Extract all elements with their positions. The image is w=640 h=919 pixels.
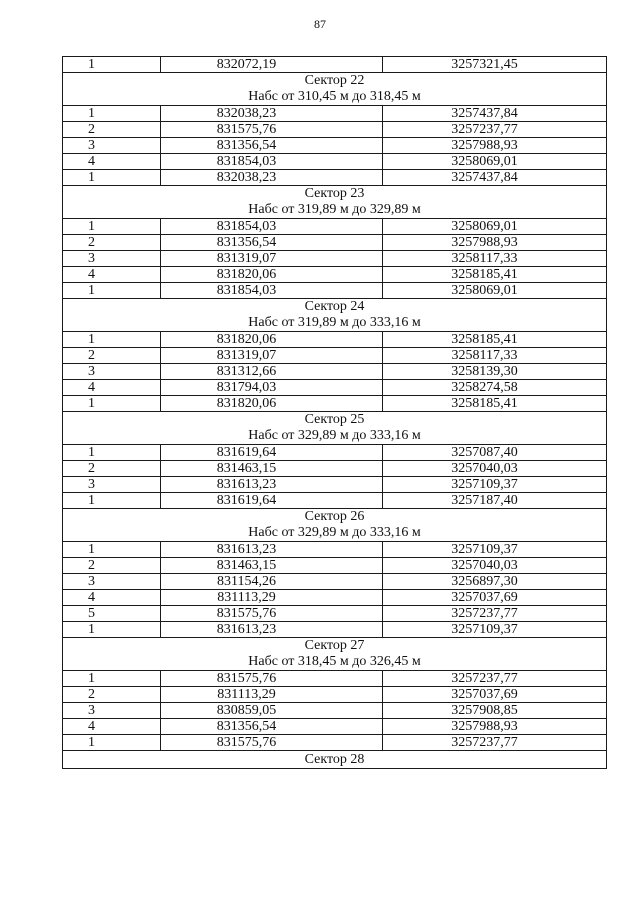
y-coordinate: 3257237,77 [383, 606, 607, 622]
table-row [63, 477, 607, 493]
y-coordinate: 3257187,40 [383, 493, 607, 509]
table-row [63, 606, 607, 622]
point-number: 1 [63, 735, 161, 751]
sector-header [63, 751, 607, 769]
point-number: 1 [63, 219, 161, 235]
point-number: 3 [63, 251, 161, 267]
table-row [63, 735, 607, 751]
point-number: 2 [63, 348, 161, 364]
table-row [63, 461, 607, 477]
y-coordinate: 3257237,77 [383, 671, 607, 687]
y-coordinate: 3257087,40 [383, 445, 607, 461]
table-row [63, 251, 607, 267]
x-coordinate: 831113,29 [161, 590, 383, 606]
x-coordinate: 831575,76 [161, 735, 383, 751]
table-row [63, 154, 607, 170]
point-number: 3 [63, 574, 161, 590]
point-number: 1 [63, 170, 161, 186]
point-number: 2 [63, 235, 161, 251]
y-coordinate: 3258185,41 [383, 267, 607, 283]
x-coordinate: 831356,54 [161, 719, 383, 735]
sector-header-row [63, 186, 607, 219]
y-coordinate: 3257109,37 [383, 622, 607, 638]
sector-header-row [63, 412, 607, 445]
table-row [63, 574, 607, 590]
point-number: 1 [63, 106, 161, 122]
table-row [63, 396, 607, 412]
table-row [63, 283, 607, 299]
table-row [63, 380, 607, 396]
sector-header [63, 412, 607, 445]
x-coordinate: 831575,76 [161, 122, 383, 138]
sector-height-range: Набс от 319,89 м до 333,16 м [248, 315, 421, 330]
table-row [63, 235, 607, 251]
table-row [63, 57, 607, 73]
table-row [63, 687, 607, 703]
sector-height-range: Набс от 329,89 м до 333,16 м [248, 428, 421, 443]
y-coordinate: 3258117,33 [383, 348, 607, 364]
table-row [63, 558, 607, 574]
point-number: 4 [63, 267, 161, 283]
y-coordinate: 3257109,37 [383, 542, 607, 558]
point-number: 4 [63, 154, 161, 170]
sector-title: Сектор 27 [304, 638, 365, 653]
y-coordinate: 3257437,84 [383, 106, 607, 122]
point-number: 1 [63, 396, 161, 412]
y-coordinate: 3257321,45 [383, 57, 607, 73]
x-coordinate: 831312,66 [161, 364, 383, 380]
point-number: 4 [63, 719, 161, 735]
x-coordinate: 831319,07 [161, 348, 383, 364]
point-number: 4 [63, 590, 161, 606]
sector-title: Сектор 28 [304, 751, 365, 767]
table-row [63, 622, 607, 638]
y-coordinate: 3257237,77 [383, 122, 607, 138]
y-coordinate: 3257988,93 [383, 235, 607, 251]
y-coordinate: 3257109,37 [383, 477, 607, 493]
x-coordinate: 831463,15 [161, 558, 383, 574]
point-number: 3 [63, 477, 161, 493]
y-coordinate: 3257908,85 [383, 703, 607, 719]
table-row [63, 493, 607, 509]
y-coordinate: 3257040,03 [383, 461, 607, 477]
x-coordinate: 831854,03 [161, 283, 383, 299]
sector-title: Сектор 24 [304, 299, 365, 314]
sector-header [63, 299, 607, 332]
x-coordinate: 831613,23 [161, 477, 383, 493]
point-number: 2 [63, 687, 161, 703]
point-number: 1 [63, 57, 161, 73]
point-number: 1 [63, 445, 161, 461]
x-coordinate: 831319,07 [161, 251, 383, 267]
point-number: 2 [63, 461, 161, 477]
x-coordinate: 831619,64 [161, 493, 383, 509]
point-number: 1 [63, 283, 161, 299]
x-coordinate: 831463,15 [161, 461, 383, 477]
table-row [63, 590, 607, 606]
point-number: 1 [63, 622, 161, 638]
sector-header [63, 509, 607, 542]
coordinates-table [62, 56, 607, 769]
table-row [63, 267, 607, 283]
table-row [63, 445, 607, 461]
point-number: 1 [63, 493, 161, 509]
table-row [63, 703, 607, 719]
sector-title: Сектор 26 [304, 509, 365, 524]
sector-header-row [63, 638, 607, 671]
x-coordinate: 831854,03 [161, 154, 383, 170]
y-coordinate: 3257988,93 [383, 719, 607, 735]
table-row [63, 332, 607, 348]
point-number: 1 [63, 332, 161, 348]
table-row [63, 170, 607, 186]
y-coordinate: 3257037,69 [383, 687, 607, 703]
point-number: 1 [63, 671, 161, 687]
sector-header-row [63, 509, 607, 542]
point-number: 3 [63, 138, 161, 154]
y-coordinate: 3257037,69 [383, 590, 607, 606]
sector-title: Сектор 22 [304, 73, 365, 88]
x-coordinate: 831575,76 [161, 671, 383, 687]
x-coordinate: 831820,06 [161, 396, 383, 412]
point-number: 5 [63, 606, 161, 622]
point-number: 3 [63, 703, 161, 719]
y-coordinate: 3258185,41 [383, 332, 607, 348]
sector-header [63, 186, 607, 219]
y-coordinate: 3258069,01 [383, 283, 607, 299]
x-coordinate: 830859,05 [161, 703, 383, 719]
x-coordinate: 831854,03 [161, 219, 383, 235]
sector-height-range: Набс от 319,89 м до 329,89 м [248, 202, 421, 217]
x-coordinate: 832038,23 [161, 106, 383, 122]
point-number: 3 [63, 364, 161, 380]
table-row [63, 542, 607, 558]
x-coordinate: 831113,29 [161, 687, 383, 703]
sector-title: Сектор 23 [304, 186, 365, 201]
point-number: 4 [63, 380, 161, 396]
y-coordinate: 3258117,33 [383, 251, 607, 267]
point-number: 2 [63, 122, 161, 138]
coordinates-table-body [63, 57, 607, 769]
table-row [63, 219, 607, 235]
table-row [63, 138, 607, 154]
y-coordinate: 3257988,93 [383, 138, 607, 154]
y-coordinate: 3256897,30 [383, 574, 607, 590]
y-coordinate: 3258185,41 [383, 396, 607, 412]
table-row [63, 106, 607, 122]
x-coordinate: 831154,26 [161, 574, 383, 590]
sector-height-range: Набс от 329,89 м до 333,16 м [248, 525, 421, 540]
x-coordinate: 831575,76 [161, 606, 383, 622]
y-coordinate: 3258274,58 [383, 380, 607, 396]
x-coordinate: 831613,23 [161, 622, 383, 638]
x-coordinate: 831356,54 [161, 235, 383, 251]
x-coordinate: 831356,54 [161, 138, 383, 154]
x-coordinate: 832072,19 [161, 57, 383, 73]
sector-header [63, 73, 607, 106]
x-coordinate: 831619,64 [161, 445, 383, 461]
table-row [63, 719, 607, 735]
sector-header-row [63, 73, 607, 106]
page-number: 87 [314, 17, 326, 31]
x-coordinate: 831820,06 [161, 267, 383, 283]
y-coordinate: 3258139,30 [383, 364, 607, 380]
point-number: 2 [63, 558, 161, 574]
table-row [63, 671, 607, 687]
y-coordinate: 3258069,01 [383, 219, 607, 235]
table-row [63, 348, 607, 364]
x-coordinate: 832038,23 [161, 170, 383, 186]
x-coordinate: 831794,03 [161, 380, 383, 396]
sector-height-range: Набс от 310,45 м до 318,45 м [248, 89, 421, 104]
y-coordinate: 3258069,01 [383, 154, 607, 170]
table-row [63, 364, 607, 380]
sector-height-range: Набс от 318,45 м до 326,45 м [248, 654, 421, 669]
table-row [63, 122, 607, 138]
y-coordinate: 3257437,84 [383, 170, 607, 186]
x-coordinate: 831613,23 [161, 542, 383, 558]
y-coordinate: 3257040,03 [383, 558, 607, 574]
x-coordinate: 831820,06 [161, 332, 383, 348]
y-coordinate: 3257237,77 [383, 735, 607, 751]
sector-header-row [63, 299, 607, 332]
sector-header [63, 638, 607, 671]
sector-header-row [63, 751, 607, 769]
point-number: 1 [63, 542, 161, 558]
sector-title: Сектор 25 [304, 412, 365, 427]
